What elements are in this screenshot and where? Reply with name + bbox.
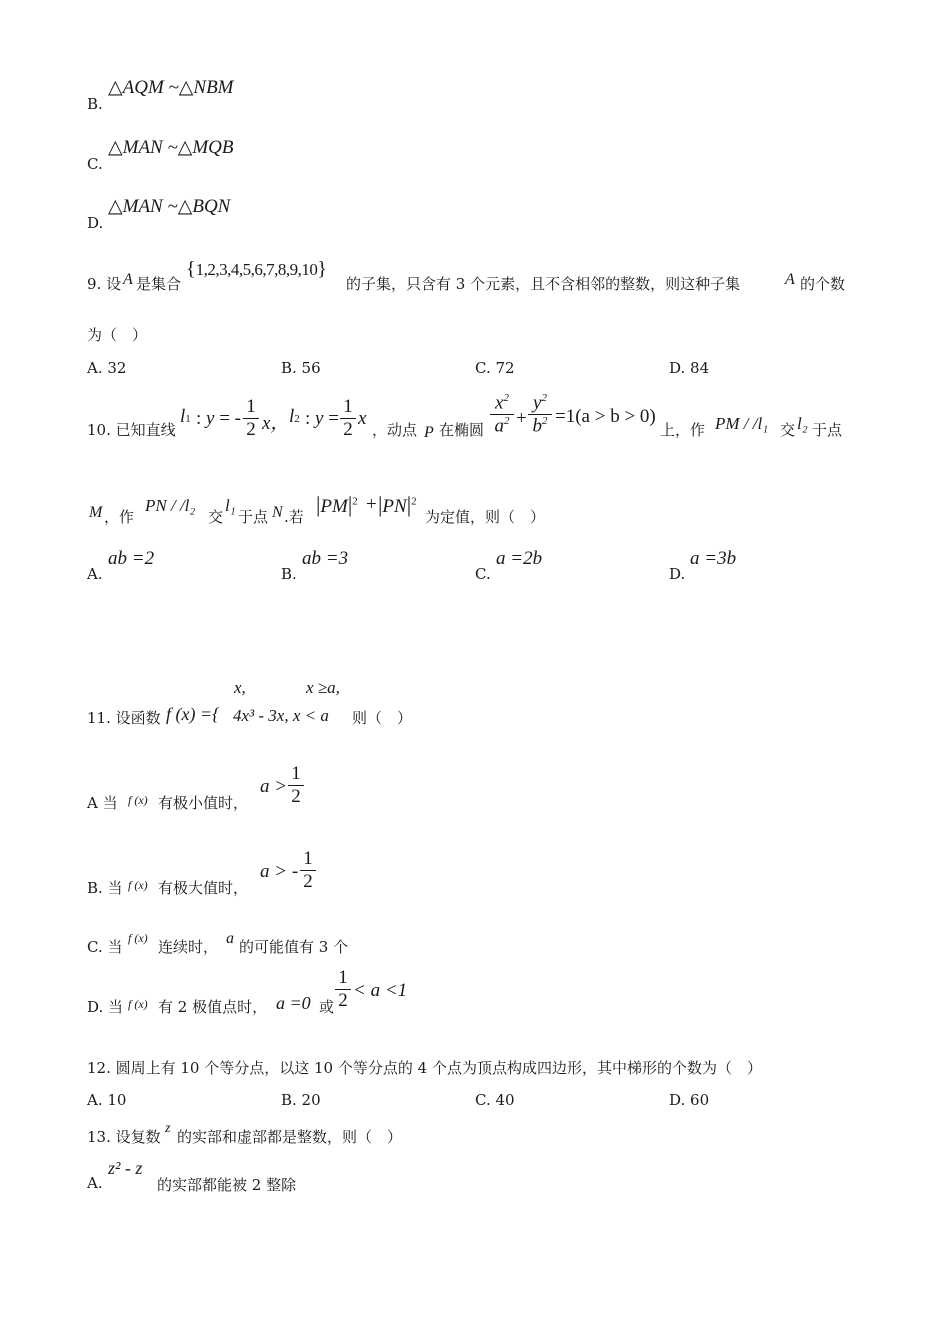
q9-set: {1,2,3,4,5,6,7,8,9,10} [186,258,327,280]
q10-pm-abs: $|PM|^2$ [316,492,358,517]
q10-ellipse-cond: =1(a > b > 0) [555,406,656,427]
q10-l1-x: x， [262,413,290,434]
q10-prefix: 10. 已知直线 [87,421,176,439]
q10-l2-name: l2 [289,406,300,427]
q10-l2-x: x [358,408,367,429]
q9-option-d: D. 84 [669,359,710,377]
q11-d-cond2: < a <1 [353,980,408,1001]
q8-option-d-expr: △MAN ~△BQN [108,196,231,217]
q13-a-label: A. [87,1174,103,1192]
q10-jiao2: 交 [208,508,224,526]
q13-a-text: 的实部都能被 2 整除 [157,1176,297,1194]
q10-dong: ，动点 [372,421,418,439]
q10-n: N [272,504,283,521]
q10-const: 为定值，则（ ） [425,508,546,526]
q13-prefix: 13. 设复数 [87,1128,161,1146]
q9-line2: 为（ ） [87,326,148,344]
q8-option-d-label: D. [87,214,104,232]
q11-b-cond: a > - [260,861,299,882]
q10-option-b-expr: ab =3 [302,548,349,569]
q10-option-d-expr: a =3b [690,548,737,569]
q12-option-b: B. 20 [281,1091,321,1109]
q11-c-text: 连续时， [158,938,219,956]
q9-option-a: A. 32 [87,359,127,377]
q11-a-cond: a > [260,776,288,797]
q11-c-fx: f (x) [128,931,148,945]
q10-l1b: l₁ [225,496,236,515]
q10-option-a-label: A. [87,565,103,583]
q8-option-c-expr: △MAN ~△MQB [108,137,234,158]
q10-ruo: .若 [284,508,304,526]
q11-c-tail: 的可能值有 3 个 [239,938,349,956]
q11-d-cond: a =0 [276,993,311,1013]
q10-m: M [89,504,103,521]
q9-tail: 的个数 [800,275,846,293]
q11-ze: 则（ ） [352,709,413,727]
q9-option-c: C. 72 [475,359,515,377]
q11-a-fx: f (x) [128,793,148,807]
q10-l1-name: l1 [180,406,191,427]
q10-l2b: l₂ [797,414,808,433]
q9-option-b: B. 56 [281,359,321,377]
q12-text: 12. 圆周上有 10 个等分点，以这 10 个等分点的 4 个点为顶点构成四边形，其中梯形的个数为（ ） [87,1059,762,1077]
q8-option-c-label: C. [87,155,103,173]
q11-b-text: 有极大值时， [158,879,249,897]
q9-mid: 是集合 [136,275,182,293]
q10-l1-eq: : y = - [196,408,242,429]
q10-plus: + [516,408,527,429]
q11-a-frac: $\frac{1}{2}$ [288,763,304,808]
q13-suffix: 的实部和虚部都是整数，则（ ） [177,1128,403,1146]
q11-a-text: 有极小值时， [158,794,249,812]
q10-on: 上，作 [660,421,706,439]
q8-option-b-label: B. [87,95,103,113]
q11-case2: 4x³ - 3x, x < a [233,706,329,725]
q10-p: P [424,424,434,441]
q10-jiao: 交 [780,421,796,439]
q13-a-expr: z² - z [108,1158,143,1178]
q11-d-label: D. 当 [87,998,124,1016]
q11-case1-val: x, [234,678,246,697]
q10-option-a-expr: ab =2 [108,548,155,569]
q11-prefix: 11. 设函数 [87,709,161,727]
q12-option-d: D. 60 [669,1091,710,1109]
q10-zuo: ，作 [104,508,135,526]
q10-pn-abs: $|PN|^2$ [378,492,417,517]
q10-option-c-expr: a =2b [496,548,543,569]
q8-option-b-expr: △AQM ~△NBM [108,77,234,98]
q10-l2-frac: $\frac{1}{2}$ [340,396,356,441]
q10-l1-frac: $\frac{1}{2}$ [243,396,259,441]
q13-z: z [165,1121,171,1136]
q10-ellipse-label: 在椭圆 [439,421,485,439]
q11-b-label: B. 当 [87,879,123,897]
q9-set-a: A [123,271,133,288]
q10-yudian: 于点 [812,421,843,439]
q9-set-a2: A [785,271,795,288]
q10-yudian-n: 于点 [238,508,269,526]
q12-option-c: C. 40 [475,1091,515,1109]
q10-pn: PN / /l₂ [145,496,196,515]
q11-a-label: A 当 [87,794,118,812]
q10-pm: PM / /l₁ [715,414,769,433]
q11-b-frac: $\frac{1}{2}$ [300,848,316,893]
q10-option-d-label: D. [669,565,686,583]
q11-fx: f (x) ={ [166,704,220,724]
q10-l2-eq: : y = [305,408,339,429]
q11-b-fx: f (x) [128,878,148,892]
q10-option-c-label: C. [475,565,491,583]
q11-d-text: 有 2 极值点时， [158,998,268,1016]
q11-d-fx: f (x) [128,997,148,1011]
q11-d-or: 或 [319,998,335,1016]
q11-c-label: C. 当 [87,938,123,956]
q10-plus2: + [366,494,377,515]
q10-option-b-label: B. [281,565,297,583]
q10-ellipse-x: $\frac{x^2}{a^2}$ [490,392,514,438]
q9-suffix: 的子集，只含有 3 个元素，且不含相邻的整数，则这种子集 [346,275,741,293]
q11-d-frac: $\frac{1}{2}$ [335,967,351,1012]
q9-prefix: 9. 设 [87,275,122,293]
q10-ellipse-y: $\frac{y^2}{b^2}$ [528,392,552,438]
q12-option-a: A. 10 [87,1091,127,1109]
q11-c-a: a [226,930,234,947]
q11-case1-cond: x ≥a, [306,678,340,697]
